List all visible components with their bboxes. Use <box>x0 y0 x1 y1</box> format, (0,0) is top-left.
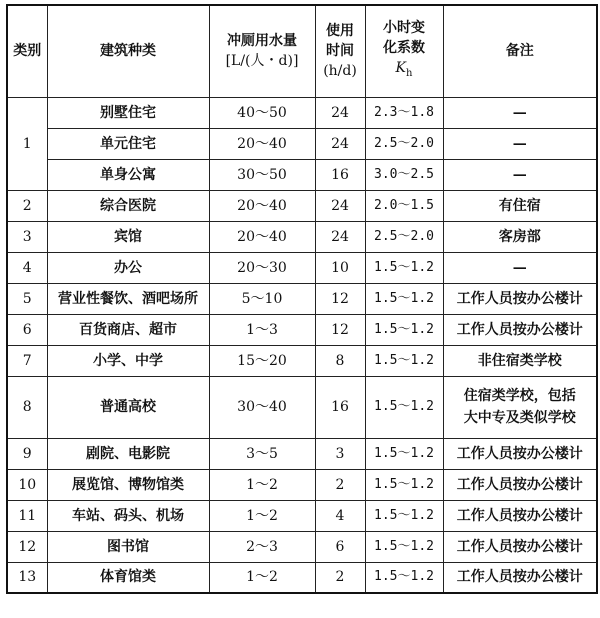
cell-remark: 工作人员按办公楼计 <box>443 438 597 469</box>
cell-water: 20～40 <box>209 221 315 252</box>
cell-hours: 16 <box>315 376 365 438</box>
cell-coefficient: 1.5～1.2 <box>365 314 443 345</box>
header-category: 类别 <box>7 5 47 97</box>
cell-building: 体育馆类 <box>47 562 209 593</box>
cell-category: 9 <box>7 438 47 469</box>
cell-coefficient: 2.5～2.0 <box>365 221 443 252</box>
table-row <box>7 283 597 314</box>
cell-water: 1～2 <box>209 469 315 500</box>
cell-coefficient: 1.5～1.2 <box>365 345 443 376</box>
cell-category: 4 <box>7 252 47 283</box>
cell-building: 别墅住宅 <box>47 97 209 128</box>
cell-hours: 24 <box>315 128 365 159</box>
cell-remark: 工作人员按办公楼计 <box>443 562 597 593</box>
header-remarks: 备注 <box>443 5 597 97</box>
table-row <box>7 314 597 345</box>
header-coef-line3 <box>368 58 441 84</box>
header-hours-line3: (h/d) <box>323 63 357 80</box>
header-coef-symbol: K <box>395 60 406 77</box>
cell-remark: 客房部 <box>443 221 597 252</box>
cell-coefficient: 1.5～1.2 <box>365 531 443 562</box>
table-row <box>7 190 597 221</box>
cell-remark: 工作人员按办公楼计 <box>443 500 597 531</box>
cell-coefficient: 2.5～2.0 <box>365 128 443 159</box>
table-row <box>7 252 597 283</box>
cell-category: 12 <box>7 531 47 562</box>
cell-remark: — <box>443 97 597 128</box>
cell-water: 15～20 <box>209 345 315 376</box>
cell-building: 剧院、电影院 <box>47 438 209 469</box>
cell-building: 普通高校 <box>47 376 209 438</box>
cell-water: 2～3 <box>209 531 315 562</box>
cell-coefficient: 2.0～1.5 <box>365 190 443 221</box>
cell-coefficient: 1.5～1.2 <box>365 376 443 438</box>
cell-hours: 12 <box>315 283 365 314</box>
header-hours-line1: 使用 <box>326 23 354 40</box>
table-row <box>7 531 597 562</box>
cell-category: 2 <box>7 190 47 221</box>
header-building-type: 建筑种类 <box>47 5 209 97</box>
cell-hours: 24 <box>315 221 365 252</box>
table-row <box>7 469 597 500</box>
cell-water: 5～10 <box>209 283 315 314</box>
header-coef-line2: 化系数 <box>383 40 425 57</box>
table-row <box>7 97 597 128</box>
cell-hours: 10 <box>315 252 365 283</box>
table-row <box>7 376 597 438</box>
header-coefficient <box>365 5 443 97</box>
cell-coefficient: 1.5～1.2 <box>365 438 443 469</box>
header-flush-water <box>209 5 315 97</box>
cell-remark: — <box>443 128 597 159</box>
cell-category: 1 <box>7 97 47 190</box>
cell-category: 11 <box>7 500 47 531</box>
cell-coefficient: 1.5～1.2 <box>365 283 443 314</box>
cell-hours: 4 <box>315 500 365 531</box>
header-row <box>7 5 597 97</box>
cell-category: 5 <box>7 283 47 314</box>
cell-water: 30～40 <box>209 376 315 438</box>
cell-coefficient: 1.5～1.2 <box>365 500 443 531</box>
cell-coefficient: 1.5～1.2 <box>365 469 443 500</box>
cell-hours: 16 <box>315 159 365 190</box>
cell-hours: 2 <box>315 469 365 500</box>
table-row <box>7 438 597 469</box>
cell-coefficient: 1.5～1.2 <box>365 562 443 593</box>
cell-hours: 24 <box>315 190 365 221</box>
table-row <box>7 159 597 190</box>
table-row <box>7 128 597 159</box>
cell-water: 20～40 <box>209 190 315 221</box>
cell-remark: — <box>443 252 597 283</box>
cell-water: 1～3 <box>209 314 315 345</box>
cell-hours: 6 <box>315 531 365 562</box>
cell-hours: 12 <box>315 314 365 345</box>
cell-building: 图书馆 <box>47 531 209 562</box>
water-usage-table <box>6 4 598 594</box>
cell-water: 1～2 <box>209 562 315 593</box>
cell-building: 宾馆 <box>47 221 209 252</box>
cell-remark: 工作人员按办公楼计 <box>443 314 597 345</box>
cell-remark: 工作人员按办公楼计 <box>443 283 597 314</box>
cell-building: 单身公寓 <box>47 159 209 190</box>
cell-water: 1～2 <box>209 500 315 531</box>
cell-coefficient: 1.5～1.2 <box>365 252 443 283</box>
cell-remark: 工作人员按办公楼计 <box>443 469 597 500</box>
cell-remark <box>443 376 597 438</box>
cell-building: 单元住宅 <box>47 128 209 159</box>
cell-water: 30～50 <box>209 159 315 190</box>
cell-hours: 24 <box>315 97 365 128</box>
cell-category: 7 <box>7 345 47 376</box>
cell-remark-line2: 大中专及类似学校 <box>463 410 576 426</box>
cell-building: 百货商店、超市 <box>47 314 209 345</box>
header-flush-water-line1: 冲厕用水量 <box>227 33 297 50</box>
table-row <box>7 500 597 531</box>
cell-water: 40～50 <box>209 97 315 128</box>
header-flush-water-line2: [L/(人・d)] <box>225 53 299 70</box>
cell-hours: 3 <box>315 438 365 469</box>
header-hours <box>315 5 365 97</box>
cell-water: 20～30 <box>209 252 315 283</box>
cell-hours: 8 <box>315 345 365 376</box>
cell-building: 小学、中学 <box>47 345 209 376</box>
cell-water: 20～40 <box>209 128 315 159</box>
cell-building: 展览馆、博物馆类 <box>47 469 209 500</box>
cell-category: 13 <box>7 562 47 593</box>
cell-remark: 有住宿 <box>443 190 597 221</box>
cell-remark: 非住宿类学校 <box>443 345 597 376</box>
table-row <box>7 221 597 252</box>
cell-remark-line1: 住宿类学校，包括 <box>463 388 576 404</box>
header-hours-line2: 时间 <box>326 43 354 60</box>
cell-water: 3～5 <box>209 438 315 469</box>
header-coef-line1: 小时变 <box>383 20 425 37</box>
cell-building: 综合医院 <box>47 190 209 221</box>
cell-category: 3 <box>7 221 47 252</box>
cell-category: 8 <box>7 376 47 438</box>
cell-building: 营业性餐饮、酒吧场所 <box>47 283 209 314</box>
cell-building: 办公 <box>47 252 209 283</box>
cell-building: 车站、码头、机场 <box>47 500 209 531</box>
cell-category: 6 <box>7 314 47 345</box>
cell-hours: 2 <box>315 562 365 593</box>
cell-category: 10 <box>7 469 47 500</box>
cell-remark: 工作人员按办公楼计 <box>443 531 597 562</box>
cell-coefficient: 3.0～2.5 <box>365 159 443 190</box>
cell-coefficient: 2.3～1.8 <box>365 97 443 128</box>
table-row <box>7 562 597 593</box>
table-row <box>7 345 597 376</box>
cell-remark: — <box>443 159 597 190</box>
header-coef-subscript: h <box>406 68 413 80</box>
